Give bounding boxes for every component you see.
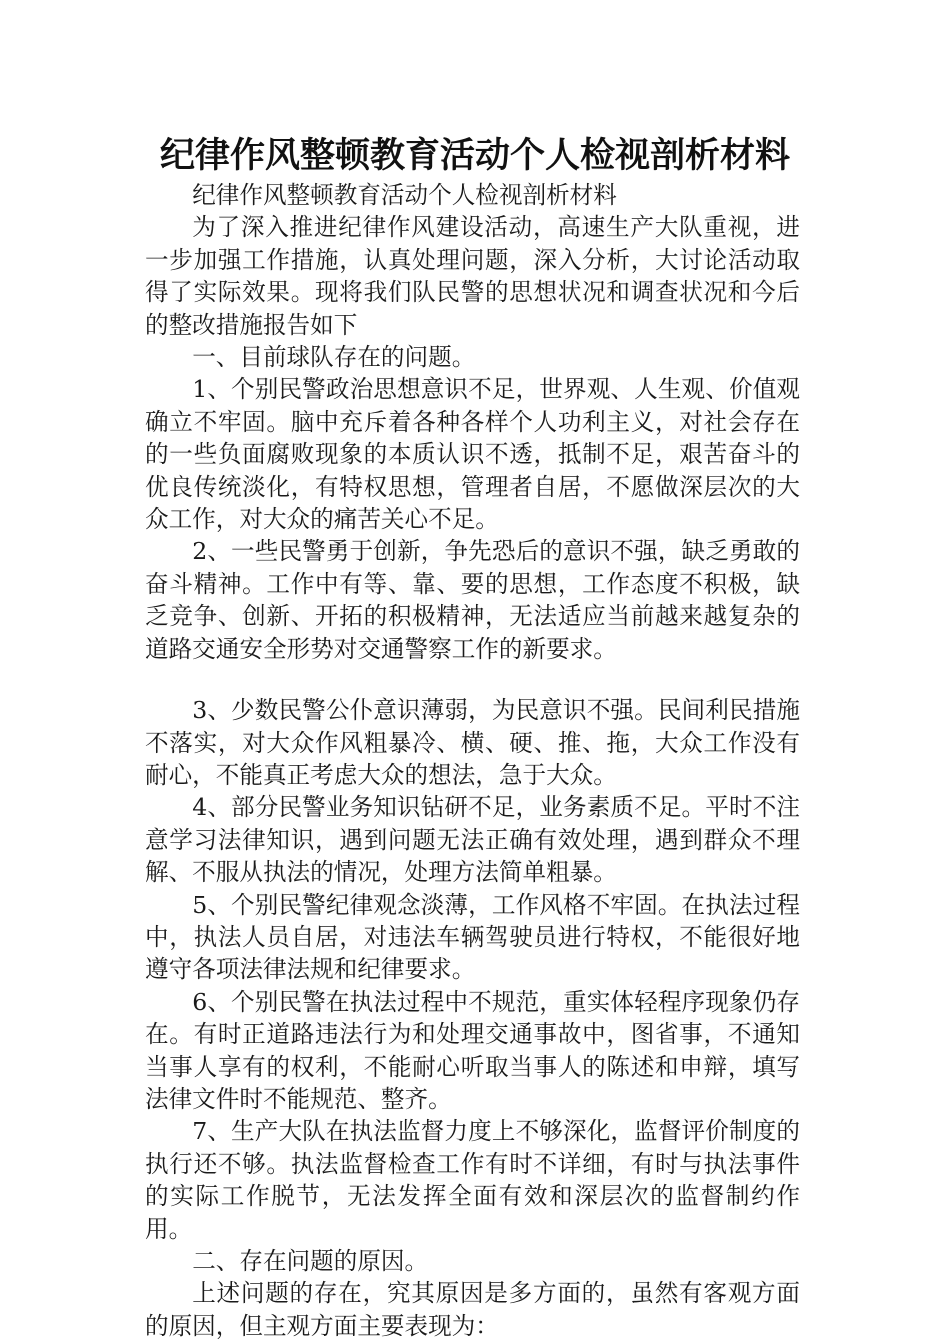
paragraph-problem-5: 5、个别民警纪律观念淡薄，工作风格不牢固。在执法过程中，执法人员自居，对违法车辆驾驶员进行特权，不能很好地遵守各项法律法规和纪律要求。 xyxy=(145,890,800,984)
section-heading-causes: 二、存在问题的原因。 xyxy=(192,1247,429,1275)
paragraph-problem-7: 7、生产大队在执法监督力度上不够深化，监督评价制度的执行还不够。执法监督检查工作有时不详细，有时与执法事件的实际工作脱节，无法发挥全面有效和深层次的监督制约作用。 xyxy=(145,1117,800,1243)
paragraph-causes-intro: 上述问题的存在，究其原因是多方面的，虽然有客观方面的原因，但主观方面主要表现为： xyxy=(145,1279,800,1340)
paragraph-problem-1: 1、个别民警政治思想意识不足，世界观、人生观、价值观确立不牢固。脑中充斥着各种各样个人功利主义，对社会存在的一些负面腐败现象的本质认识不透，抵制不足，艰苦奋斗的优良传统淡化，有特权思想，管理者自居，不愿做深层次的大众工作，对大众的痛苦关心不足。 xyxy=(145,375,800,534)
paragraph-intro: 为了深入推进纪律作风建设活动，高速生产大队重视，进一步加强工作措施，认真处理问题，深入分析，大讨论活动取得了实际效果。现将我们队民警的思想状况和调查状况和今后的整改措施报告如下 xyxy=(145,213,800,339)
paragraph-problem-2: 2、一些民警勇于创新，争先恐后的意识不强，缺乏勇敢的奋斗精神。工作中有等、靠、要的思想，工作态度不积极，缺乏竞争、创新、开拓的积极精神，无法适应当前越来越复杂的道路交通安全形势对交通警察工作的新要求。 xyxy=(145,537,800,663)
paragraph-subtitle: 纪律作风整顿教育活动个人检视剖析材料 xyxy=(192,181,617,209)
paragraph-problem-4: 4、部分民警业务知识钻研不足，业务素质不足。平时不注意学习法律知识，遇到问题无法正确有效处理，遇到群众不理解、不服从执法的情况，处理方法简单粗暴。 xyxy=(145,793,800,887)
section-heading-problems: 一、目前球队存在的问题。 xyxy=(192,343,476,372)
paragraph-problem-3: 3、少数民警公仆意识薄弱，为民意识不强。民间利民措施不落实，对大众作风粗暴冷、横、硬、推、拖，大众工作没有耐心，不能真正考虑大众的想法，急于大众。 xyxy=(145,696,800,789)
paragraph-problem-6: 6、个别民警在执法过程中不规范，重实体轻程序现象仍存在。有时正道路违法行为和处理交通事故中，图省事，不通知当事人享有的权利，不能耐心听取当事人的陈述和申辩，填写法律文件时不能规范、整齐。 xyxy=(145,987,800,1113)
document-body xyxy=(145,179,800,1342)
document-title: 纪律作风整顿教育活动个人检视剖析材料 xyxy=(159,135,790,176)
